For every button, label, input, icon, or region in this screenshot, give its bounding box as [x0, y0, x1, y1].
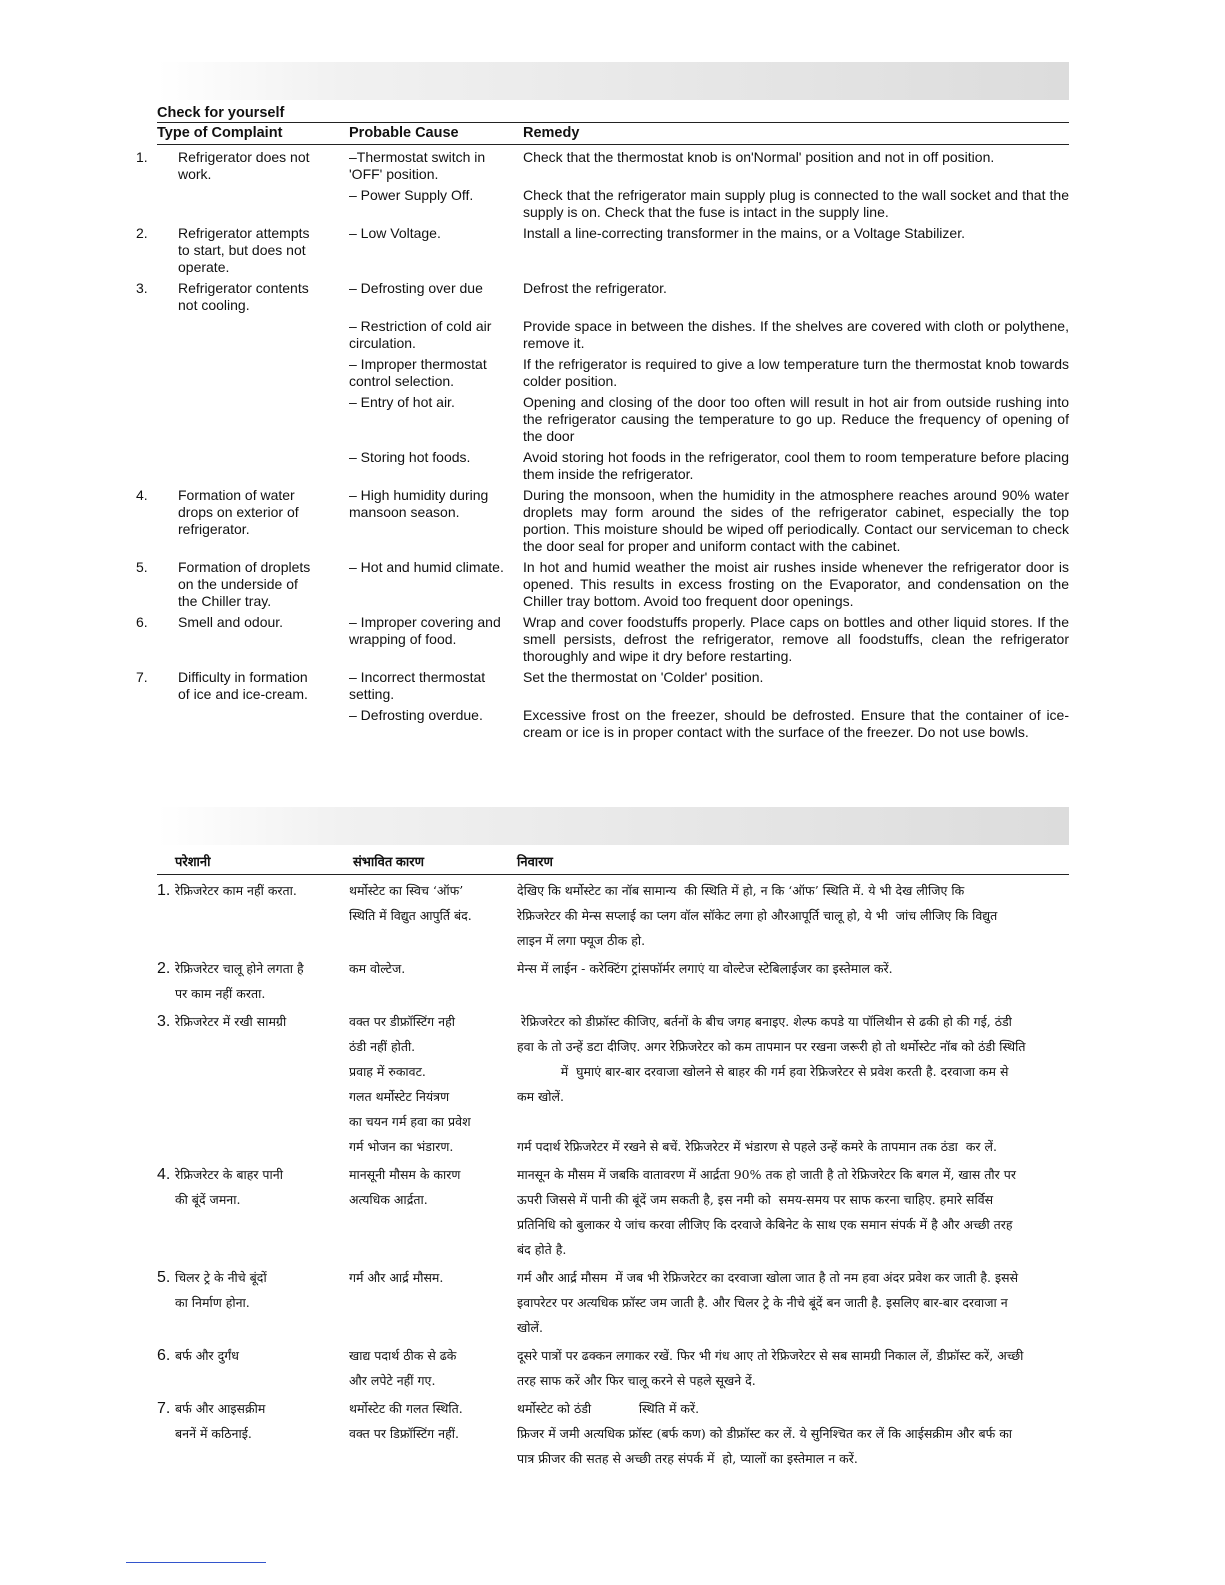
hindi-row-number: 4.: [157, 1166, 171, 1183]
hindi-complaint-line: का निर्माण होना.: [175, 1295, 250, 1310]
hindi-cause-line: ठंडी नहीं होती.: [349, 1039, 416, 1054]
hindi-remedy-line: लाइन में लगा फ्यूज ठीक हो.: [517, 933, 646, 948]
complaint-label: Formation of water drops on exterior of refrigerator.: [178, 487, 299, 537]
header-band-middle: [157, 807, 1069, 845]
row-number: 6.: [136, 614, 148, 630]
hindi-complaint-cell: [157, 956, 349, 1006]
hindi-remedy-line: तरह साफ करें और फिर चालू करने से पहले सूखने दें.: [517, 1373, 756, 1388]
remedy-cell: Opening and closing of the door too often will result in hot air from outside rushing into the refrigerator causing the temperature to go up. Reduce the frequency of opening of the door: [523, 394, 1069, 444]
table-row: [136, 487, 1069, 555]
hindi-remedy-cell: [517, 1265, 1069, 1340]
hindi-table-row: [157, 1343, 1069, 1393]
remedy-cell: Check that the thermostat knob is on'Normal' position and not in off position.: [523, 149, 995, 165]
table-header: [157, 122, 1069, 145]
cause-cell: – Entry of hot air.: [349, 394, 455, 410]
hindi-complaint-text: बर्फ और आइसक्रीम: [175, 1401, 266, 1416]
hindi-remedy-line: दूसरे पात्रों पर ढक्कन लगाकर रखें. फिर भी गंध आए तो रेफ्रिजरेटर से सब सामग्री निकाल लें, डीफ्रॉस्ट करें, अच्छी: [517, 1348, 1024, 1363]
remedy-cell: Defrost the refrigerator.: [523, 280, 667, 296]
table-row: [136, 149, 1069, 183]
table-row: [136, 559, 1069, 610]
remedy-cell: Excessive frost on the freezer, should be defrosted. Ensure that the container of ice-cream or ice is in proper contact with the surface of the freezer. Do not use bowls.: [523, 707, 1069, 740]
english-table-body: [136, 149, 1069, 741]
hindi-complaint-line: [157, 1162, 349, 1187]
header-remedy: Remedy: [523, 125, 580, 141]
hindi-row-number: 7.: [157, 1400, 171, 1417]
complaint-label: Refrigerator contents not cooling.: [178, 280, 309, 313]
english-troubleshooting-table: [136, 104, 1069, 741]
row-number: 1.: [136, 149, 148, 165]
hindi-table-row: [157, 956, 1069, 1006]
remedy-cell: Wrap and cover foodstuffs properly. Place caps on bottles and other liquid stores. If the smell persists, defrost the refrigerator, remove all foodstuffs, clean the refrigerator thoroughly and wipe it dry before restarting.: [523, 614, 1069, 664]
remedy-cell: In hot and humid weather the moist air rushes inside whenever the refrigerator door is opened. This results in excess frosting on the Evaporator, and condensation on the Chiller tray bottom. Avoid too frequent door openings.: [523, 559, 1069, 609]
hindi-remedy-cell: [517, 1009, 1069, 1159]
table-row: [157, 187, 1069, 221]
complaint-label: Refrigerator attempts to start, but does not operate.: [178, 225, 310, 275]
hindi-remedy-line: [517, 1109, 1069, 1134]
remedy-cell: Set the thermostat on 'Colder' position.: [523, 669, 764, 685]
hindi-cause-line: अत्यधिक आर्द्रता.: [349, 1192, 428, 1207]
hindi-complaint-cell: [157, 1009, 349, 1159]
complaint-text: [136, 614, 319, 631]
complaint-text: [136, 149, 319, 183]
hindi-header-complaint: परेशानी: [175, 854, 211, 869]
complaint-text: [136, 559, 319, 610]
hindi-table-row: [157, 878, 1069, 953]
hindi-remedy-cell: [517, 878, 1069, 953]
hindi-complaint-line: [157, 1396, 349, 1421]
hindi-remedy-line: रेफ्रिजरेटर को डीफ्रॉस्ट कीजिए, बर्तनों के बीच जगह बनाइए. शेल्फ कपडे या पॉलिथीन से ढकी हो की गई, ठंडी: [517, 1014, 1012, 1029]
header-band-top: [157, 62, 1069, 100]
remedy-cell: Install a line-correcting transformer in the mains, or a Voltage Stabilizer.: [523, 225, 965, 241]
header-complaint: Type of Complaint: [157, 125, 283, 141]
hindi-complaint-line: की बूंदें जमना.: [175, 1192, 241, 1207]
hindi-cause-line: का चयन गर्म हवा का प्रवेश: [349, 1114, 471, 1129]
hindi-complaint-cell: [157, 1343, 349, 1393]
hindi-table-header: [157, 850, 1069, 875]
hindi-table-body: [157, 878, 1069, 1471]
hindi-complaint-text: रेफ्रिजरेटर के बाहर पानी: [175, 1167, 283, 1182]
hindi-row-number: 1.: [157, 882, 171, 899]
hindi-header-remedy: निवारण: [517, 854, 553, 869]
hindi-cause-line: गर्म भोजन का भंडारण.: [349, 1139, 454, 1154]
hindi-row-number: 5.: [157, 1269, 171, 1286]
table-row: [157, 449, 1069, 483]
remedy-cell: During the monsoon, when the humidity in the atmosphere reaches around 90% water droplets may form around the sides of the refrigerator cabinet, especially the top portion. This moisture should be wiped off periodically. Contact our serviceman to check the door seal for proper and uniform contact with the cabinet.: [523, 487, 1069, 554]
hindi-cause-line: स्थिति में विद्युत आपुर्ति बंद.: [349, 908, 472, 923]
hindi-remedy-line: ऊपरी जिससे में पानी की बूंदें जम सकती है, इस नमी को समय-समय पर साफ करना चाहिए. हमारे सर्विस: [517, 1192, 994, 1207]
cause-cell: – Incorrect thermostat setting.: [349, 669, 486, 702]
hindi-cause-line: कम वोल्टेज.: [349, 961, 406, 976]
table-row: [157, 318, 1069, 352]
table-row: [157, 356, 1069, 390]
hindi-cause-cell: [349, 1265, 517, 1340]
hindi-complaint-line: [157, 1265, 349, 1290]
cause-cell: – Defrosting overdue.: [349, 707, 483, 723]
hindi-cause-line: वक्त पर डिफ्रॉस्टिंग नहीं.: [349, 1426, 459, 1441]
hindi-remedy-line: पात्र फ्रीजर की सतह से अच्छी तरह संपर्क में हो, प्यालों का इस्तेमाल न करें.: [517, 1451, 858, 1466]
hindi-cause-line: गलत थर्मोस्टेट नियंत्रण: [349, 1089, 450, 1104]
hindi-remedy-line: में घुमाएं बार-बार दरवाजा खोलने से बाहर की गर्म हवा रेफ्रिजरेटर से प्रवेश करती है. दरवाजा कम से: [517, 1064, 1009, 1079]
table-row: [136, 225, 1069, 276]
hindi-cause-line: वक्त पर डीफ्रॉस्टिंग नही: [349, 1014, 455, 1029]
complaint-cell: [157, 356, 349, 390]
table-row: [157, 707, 1069, 741]
complaint-cell: [136, 487, 349, 555]
complaint-label: Formation of droplets on the underside of the Chiller tray.: [178, 559, 311, 609]
complaint-cell: [136, 149, 349, 183]
hindi-complaint-text: रेफ्रिजरेटर चालू होने लगता है: [175, 961, 304, 976]
table-row: [136, 669, 1069, 703]
table-row: [157, 394, 1069, 445]
cause-cell: – Improper covering and wrapping of food.: [349, 614, 501, 647]
hindi-cause-cell: [349, 1396, 517, 1471]
complaint-cell: [157, 707, 349, 741]
cause-cell: – High humidity during mansoon season.: [349, 487, 489, 520]
hindi-complaint-line: बननें में कठिनाई.: [175, 1426, 252, 1441]
complaint-cell: [136, 280, 349, 314]
hindi-complaint-cell: [157, 1265, 349, 1340]
hindi-complaint-line: [157, 956, 349, 981]
complaint-cell: [157, 187, 349, 221]
cause-cell: – Restriction of cold air circulation.: [349, 318, 492, 351]
hindi-cause-cell: [349, 956, 517, 1006]
table-row: [136, 280, 1069, 314]
complaint-cell: [136, 225, 349, 276]
hindi-table-row: [157, 1265, 1069, 1340]
hindi-cause-line: थर्मोस्टेट की गलत स्थिति.: [349, 1401, 463, 1416]
hindi-row-number: 6.: [157, 1347, 171, 1364]
hindi-remedy-line: देखिए कि थर्मोस्टेट का नॉब सामान्य की स्थिति में हो, न कि ‘ऑफ’ स्थिति में. ये भी देख लीजिए कि: [517, 883, 965, 898]
cause-cell: – Low Voltage.: [349, 225, 441, 241]
hindi-cause-cell: [349, 1009, 517, 1159]
hindi-complaint-line: [157, 1343, 349, 1368]
complaint-text: [136, 280, 319, 314]
cause-cell: – Improper thermostat control selection.: [349, 356, 487, 389]
hindi-cause-cell: [349, 1343, 517, 1393]
hindi-complaint-cell: [157, 1396, 349, 1471]
remedy-cell: Provide space in between the dishes. If the shelves are covered with cloth or polythene, remove it.: [523, 318, 1069, 351]
hindi-cause-cell: [349, 878, 517, 953]
hindi-remedy-cell: [517, 956, 1069, 1006]
hindi-complaint-cell: [157, 1162, 349, 1262]
row-number: 4.: [136, 487, 148, 503]
hindi-remedy-line: हवा के तो उन्हें डटा दीजिए. अगर रेफ्रिजरेटर को कम तापमान पर रखना जरूरी हो तो थर्मोस्टेट नॉब को ठंडी स्थिति: [517, 1039, 1026, 1054]
hindi-remedy-line: इवापरेटर पर अत्यधिक फ्रॉस्ट जम जाती है. और चिलर ट्रे के नीचे बूंदें बन जाती है. इसलिए बार-बार दरवाजा न: [517, 1295, 1008, 1310]
remedy-cell: If the refrigerator is required to give a low temperature turn the thermostat knob towards colder position.: [523, 356, 1069, 389]
hindi-table-row: [157, 1162, 1069, 1262]
hindi-complaint-text: रेफ्रिजरेटर में रखी सामग्री: [175, 1014, 287, 1029]
cause-cell: – Power Supply Off.: [349, 187, 474, 203]
hindi-remedy-line: बंद होते है.: [517, 1242, 567, 1257]
row-number: 2.: [136, 225, 148, 241]
complaint-label: Difficulty in formation of ice and ice-cream.: [178, 669, 308, 702]
hindi-complaint-text: चिलर ट्रे के नीचे बूंदों: [175, 1270, 267, 1285]
hindi-row-number: 2.: [157, 960, 171, 977]
complaint-text: [136, 669, 319, 703]
hindi-cause-line: प्रवाह में रुकावट.: [349, 1064, 426, 1079]
hindi-remedy-line: गर्म और आर्द्र मौसम में जब भी रेफ्रिजरेटर का दरवाजा खोला जात है तो नम हवा अंदर प्रवेश कर जाती है. इससे: [517, 1270, 1019, 1285]
complaint-cell: [157, 394, 349, 445]
complaint-label: Smell and odour.: [178, 614, 284, 630]
cause-cell: – Defrosting over due: [349, 280, 483, 296]
hindi-complaint-line: पर काम नहीं करता.: [175, 986, 266, 1001]
hindi-troubleshooting-table: [157, 850, 1069, 1471]
hindi-complaint-text: बर्फ और दुर्गंध: [175, 1348, 239, 1363]
hindi-remedy-line: फ्रिजर में जमी अत्यधिक फ्रॉस्ट (बर्फ कण) को डीफ्रॉस्ट कर लें. ये सुनिश्चित कर लें कि आईसक्रीम और बर्फ का: [517, 1426, 1013, 1441]
cause-cell: –Thermostat switch in 'OFF' position.: [349, 149, 486, 182]
hindi-complaint-cell: [157, 878, 349, 953]
complaint-cell: [136, 559, 349, 610]
hindi-complaint-line: [157, 1009, 349, 1034]
hindi-row-number: 3.: [157, 1013, 171, 1030]
hindi-remedy-cell: [517, 1343, 1069, 1393]
complaint-cell: [157, 318, 349, 352]
hindi-header-cause: संभावित कारण: [353, 854, 424, 869]
header-cause: Probable Cause: [349, 125, 459, 141]
hindi-remedy-line: रेफ्रिजरेटर की मेन्स सप्लाई का प्लग वॉल सॉकेट लगा हो औरआपूर्ति चालू हो, ये भी जांच लीजिए कि विद्युत: [517, 908, 998, 923]
hindi-remedy-cell: [517, 1396, 1069, 1471]
hindi-cause-line: थर्मोस्टेट का स्विच ‘ऑफ’: [349, 883, 464, 898]
hindi-cause-line: मानसूनी मौसम के कारण: [349, 1167, 461, 1182]
hindi-table-row: [157, 1009, 1069, 1159]
complaint-cell: [136, 669, 349, 703]
hindi-remedy-cell: [517, 1162, 1069, 1262]
row-number: 3.: [136, 280, 148, 296]
complaint-text: [136, 225, 319, 276]
hindi-table-row: [157, 1396, 1069, 1471]
remedy-cell: Check that the refrigerator main supply plug is connected to the wall socket and that the supply is on. Check that the fuse is intact in the supply line.: [523, 187, 1069, 220]
hindi-cause-line: और लपेटे नहीं गए.: [349, 1373, 436, 1388]
hindi-complaint-text: रेफ्रिजरेटर काम नहीं करता.: [175, 883, 297, 898]
row-number: 5.: [136, 559, 148, 575]
hindi-remedy-line: खोलें.: [517, 1320, 543, 1335]
hindi-remedy-line: मानसून के मौसम में जबकि वातावरण में आर्द्रता 90% तक हो जाती है तो रेफ्रिजरेटर कि बगल में, खास तौर पर: [517, 1167, 1016, 1182]
hindi-cause-line: गर्म और आर्द्र मौसम.: [349, 1270, 444, 1285]
hindi-remedy-line: मेन्स में लाईन - करेक्टिंग ट्रांसफॉर्मर लगाएं या वोल्टेज स्टेबिलाईजर का इस्तेमाल करें.: [517, 961, 893, 976]
hindi-cause-line: खाद्य पदार्थ ठीक से ढके: [349, 1348, 457, 1363]
section-title: Check for yourself: [157, 105, 285, 121]
footer-link-underline: [126, 1562, 266, 1563]
remedy-cell: Avoid storing hot foods in the refrigerator, cool them to room temperature before placing them inside the refrigerator.: [523, 449, 1069, 482]
complaint-cell: [136, 614, 349, 665]
complaint-label: Refrigerator does not work.: [178, 149, 310, 182]
complaint-cell: [157, 449, 349, 483]
cause-cell: – Hot and humid climate.: [349, 559, 504, 575]
cause-cell: – Storing hot foods.: [349, 449, 471, 465]
table-row: [136, 614, 1069, 665]
row-number: 7.: [136, 669, 148, 685]
hindi-remedy-line: प्रतिनिधि को बुलाकर ये जांच करवा लीजिए कि दरवाजे केबिनेट के साथ एक समान संपर्क में है और अच्छी तरह: [517, 1217, 1013, 1232]
hindi-cause-cell: [349, 1162, 517, 1262]
hindi-remedy-line: थर्मोस्टेट को ठंडी स्थिति में करें.: [517, 1401, 700, 1416]
complaint-text: [136, 487, 319, 538]
hindi-remedy-line: कम खोलें.: [517, 1089, 564, 1104]
hindi-complaint-line: [157, 878, 349, 903]
hindi-remedy-line: गर्म पदार्थ रेफ्रिजरेटर में रखने से बचें. रेफ्रिजरेटर में भंडारण से पहले उन्हें कमरे के तापमान तक ठंडा कर लें.: [517, 1139, 997, 1154]
